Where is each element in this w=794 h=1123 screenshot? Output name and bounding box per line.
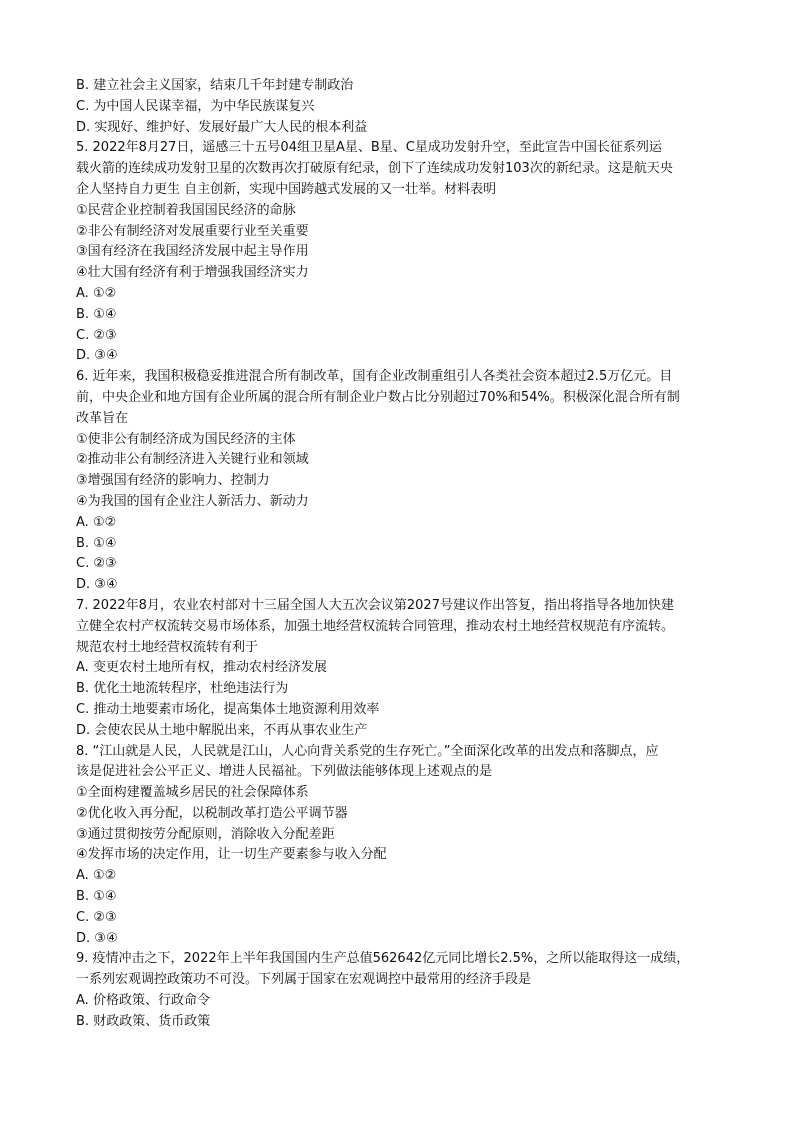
q6-statement-1: ①使非公有制经济成为国民经济的主体 — [76, 431, 296, 447]
q8-stem-line-1: 8. “江山就是人民，人民就是江山，人心向背关系党的生存死亡。”全面深化改革的出发点和落脚点，应 — [76, 743, 659, 759]
q6-statement-2: ②推动非公有制经济进入关键行业和领域 — [76, 452, 309, 468]
q8-option-c: C. ②③ — [76, 909, 117, 925]
q7-option-d: D. 会使农民从土地中解脱出来，不再从事农业生产 — [76, 722, 368, 738]
q5-stem-line-3: 企人坚持自力更生 自主创新，实现中国跨越式发展的又一壮举。材料表明 — [76, 181, 497, 197]
q8-stem-line-2: 该是促进社会公平正义、增进人民福祉。下列做法能够体现上述观点的是 — [76, 764, 493, 780]
q8-statement-1: ①全面构建覆盖城乡居民的社会保障体系 — [76, 785, 309, 801]
q6-option-d: D. ③④ — [76, 577, 118, 593]
exam-page — [76, 76, 726, 1033]
q6-option-b: B. ①④ — [76, 535, 117, 551]
q7-stem-line-1: 7. 2022年8月，农业农村部对十三届全国人大五次会议第2027号建议作出答复，指出将指导各地加快建 — [76, 597, 674, 613]
q8-option-b: B. ①④ — [76, 889, 117, 905]
q6-stem-line-2: 前，中央企业和地方国有企业所属的混合所有制企业户数占比分别超过70%和54%。积极深化混合所有制 — [76, 389, 680, 405]
q5-option-a: A. ①② — [76, 285, 117, 301]
q9-option-b: B. 财政政策、货币政策 — [76, 1013, 211, 1029]
q9-stem-line-2: 一系列宏观调控政策功不可没。下列属于国家在宏观调控中最常用的经济手段是 — [76, 972, 532, 988]
q5-statement-3: ③国有经济在我国经济发展中起主导作用 — [76, 244, 309, 260]
q8-option-a: A. ①② — [76, 868, 117, 884]
q7-option-b: B. 优化土地流转程序，杜绝违法行为 — [76, 681, 289, 697]
q5-option-b: B. ①④ — [76, 306, 117, 322]
q4-option-d: D. 实现好、维护好、发展好最广大人民的根本利益 — [76, 119, 368, 135]
q5-statement-2: ②非公有制经济对发展重要行业至关重要 — [76, 223, 309, 239]
q5-statement-4: ④壮大国有经济有利于增强我国经济实力 — [76, 265, 309, 281]
q7-stem-line-2: 立健全农村产权流转交易市场体系，加强土地经营权流转合同管理，推动农村土地经营权规范有序流转。 — [76, 618, 675, 634]
q5-stem-line-1: 5. 2022年8月27日，遥感三十五号04组卫星A星、B星、C星成功发射升空，至此宣告中国长征系列运 — [76, 140, 662, 156]
q6-statement-4: ④为我国的国有企业注人新活力、新动力 — [76, 493, 309, 509]
q5-option-d: D. ③④ — [76, 348, 118, 364]
q7-stem-line-3: 规范农村土地经营权流转有利于 — [76, 639, 259, 655]
q4-option-c: C. 为中国人民谋幸福，为中华民族谋复兴 — [76, 98, 315, 114]
q4-option-b: B. 建立社会主义国家，结束几千年封建专制政治 — [76, 78, 354, 93]
q6-stem-line-1: 6. 近年来，我国积极稳妥推进混合所有制改革，国有企业改制重组引人各类社会资本超过2.5万亿元。目 — [76, 369, 673, 385]
q8-statement-2: ②优化收入再分配，以税制改革打造公平调节器 — [76, 805, 348, 821]
q8-statement-4: ④发挥市场的决定作用，让一切生产要素参与收入分配 — [76, 847, 387, 863]
q8-option-d: D. ③④ — [76, 930, 118, 946]
q6-option-a: A. ①② — [76, 514, 117, 530]
q9-option-a: A. 价格政策、行政命令 — [76, 993, 210, 1009]
q7-option-c: C. 推动土地要素市场化，提高集体土地资源利用效率 — [76, 701, 380, 717]
q6-statement-3: ③增强国有经济的影响力、控制力 — [76, 473, 270, 489]
q5-statement-1: ①民营企业控制着我国国民经济的命脉 — [76, 202, 296, 218]
q6-option-c: C. ②③ — [76, 556, 117, 572]
q7-option-a: A. 变更农村土地所有权，推动农村经济发展 — [76, 660, 327, 676]
q5-option-c: C. ②③ — [76, 327, 117, 343]
q9-stem-line-1: 9. 疫情冲击之下，2022年上半年我国国内生产总值562642亿元同比增长2.5%，之所以能取得这一成绩， — [76, 951, 690, 967]
q6-stem-line-3: 改革旨在 — [76, 410, 129, 426]
q5-stem-line-2: 载火箭的连续成功发射卫星的次数再次打破原有纪录，创下了连续成功发射103次的新纪录。这是航天央 — [76, 161, 673, 177]
q8-statement-3: ③通过贯彻按劳分配原则，消除收入分配差距 — [76, 826, 335, 842]
